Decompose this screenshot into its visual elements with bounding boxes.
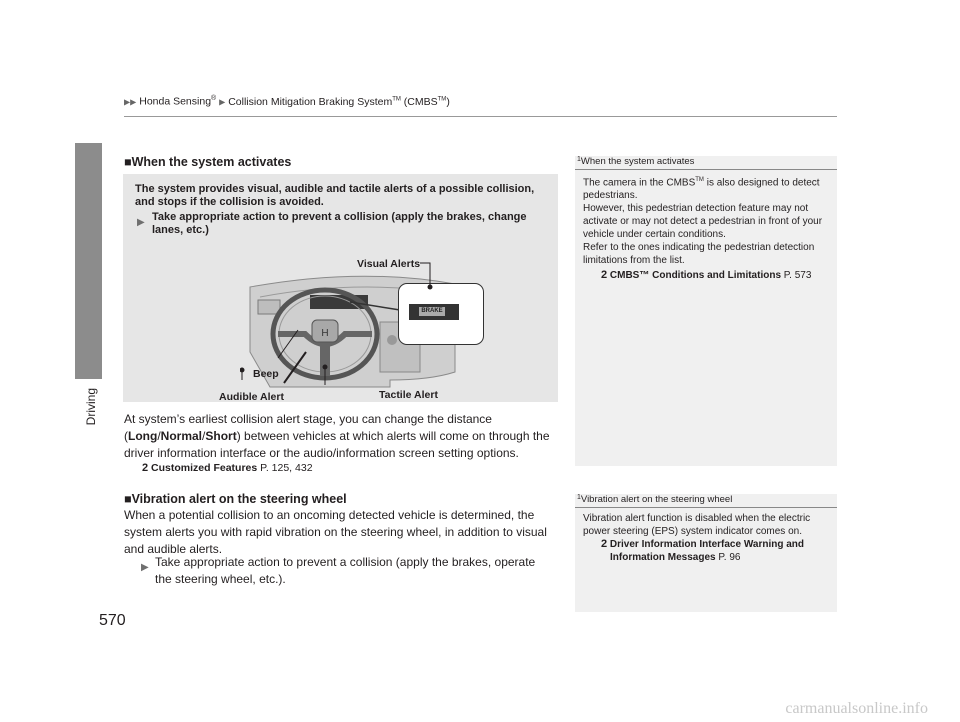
note-title: $^1$Vibration alert on the steering wheel (575, 494, 837, 508)
callout-audible-alert: Audible Alert (219, 391, 284, 403)
breadcrumb: ▶▶ Honda Sensing® ▶ Collision Mitigation Braking System™ (CMBS™) (124, 95, 450, 108)
xref-driver-information[interactable]: 2 Driver Information Interface Warning and Information Messages P. 96 (601, 538, 805, 563)
distance-setting-paragraph: At system’s earliest collision alert stage, you can change the distance (Long/Normal/Short) between vehicles at which alerts will come on through the driver information interface or the audio/information screen setting options. (124, 412, 550, 460)
xref-icon: 2 (142, 462, 149, 474)
note-system-activates (575, 156, 837, 466)
callout-beep: Beep (253, 368, 279, 380)
breadcrumb-arrow-icon: ▶ (219, 97, 226, 107)
note-vibration-alert (575, 494, 837, 612)
note-body: The camera in the CMBS™ is also designed to detect pedestrians. However, this pedestrian detection feature may not activate or may not detect a pedestrian in front of your vehicle under certain conditions. Refer to the ones indicating the pedestrian detection limitations from the list. (583, 177, 823, 267)
brake-indicator: BRAKE (419, 307, 445, 316)
chapter-tab (75, 143, 102, 379)
header-divider (124, 116, 837, 117)
arrow-icon: ▶ (137, 217, 145, 228)
note-title: $^1$When the system activates (575, 156, 837, 170)
section-heading-system-activates: ■When the system activates (124, 155, 292, 169)
callout-lines (240, 255, 490, 405)
page-number: 570 (99, 612, 126, 629)
note-body: Vibration alert function is disabled when the electric power steering (EPS) system indicator comes on. (583, 513, 811, 537)
breadcrumb-item-cmbs: Collision Mitigation Braking System™ (CMBS™) (228, 95, 450, 108)
vibration-instruction: Take appropriate action to prevent a collision (apply the brakes, operate the steering wheel, etc.). (155, 555, 536, 586)
watermark: carmanualsonline.info (785, 700, 928, 717)
xref-customized-features[interactable]: 2 Customized Features P. 125, 432 (142, 462, 313, 474)
panel-instruction: Take appropriate action to prevent a collision (apply the brakes, change lanes, etc.) (152, 211, 527, 236)
chapter-label: Driving (84, 388, 98, 426)
svg-text:H: H (321, 328, 329, 339)
section-heading-vibration-alert: ■Vibration alert on the steering wheel (124, 492, 347, 506)
callout-tactile-alert: Tactile Alert (379, 389, 438, 401)
vibration-paragraph: When a potential collision to an oncoming detected vehicle is determined, the system alerts you with rapid vibration on the steering wheel, in addition to visual and audible alerts. (124, 508, 547, 556)
callout-visual-alerts: Visual Alerts (357, 258, 421, 270)
breadcrumb-item-honda-sensing: Honda Sensing (139, 95, 212, 108)
panel-description: The system provides visual, audible and tactile alerts of a possible collision, and stops if the collision is avoided. (135, 183, 535, 208)
breadcrumb-arrow-icon: ▶▶ (124, 97, 137, 107)
arrow-icon: ▶ (141, 562, 149, 573)
xref-cmbs-conditions[interactable]: 2 CMBS™ Conditions and Limitations P. 573 (601, 269, 812, 282)
